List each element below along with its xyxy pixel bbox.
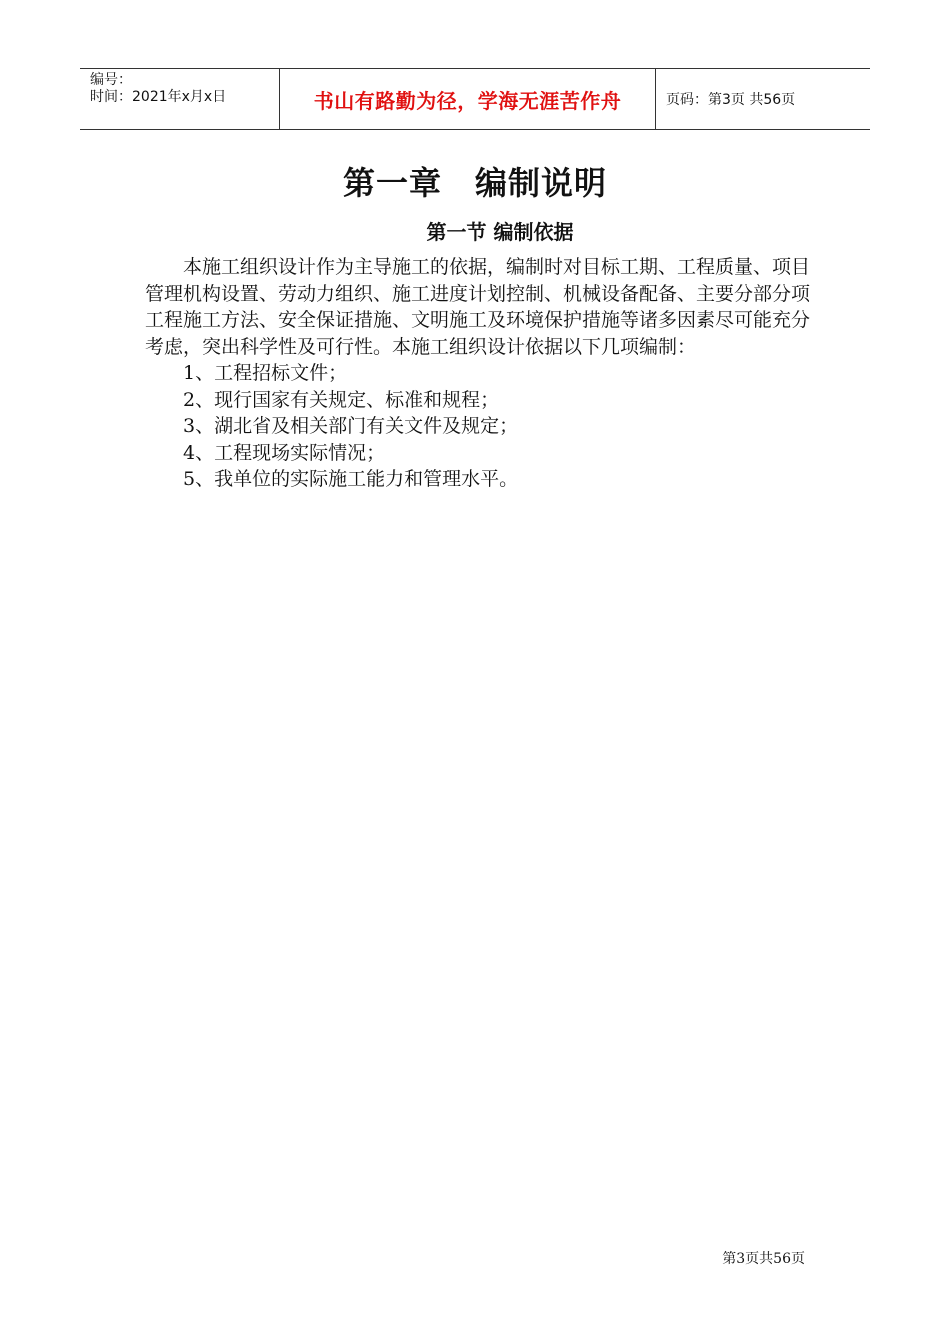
- section-title: 第一节 编制依据: [426, 220, 574, 244]
- list-item: 1、工程招标文件；: [183, 362, 348, 384]
- list-item: 5、我单位的实际施工能力和管理水平。: [183, 468, 519, 490]
- page-footer: 第3页共56页: [722, 1251, 805, 1267]
- intro-paragraph: 本施工组织设计作为主导施工的依据，编制时对目标工期、工程质量、项目管理机构设置、劳动力组织、施工进度计划控制、机械设备配备、主要分部分项工程施工方法、安全保证措施、文明施工及环境保护措施等诸多因素尽可能充分考虑，突出科学性及可行性。本施工组织设计依据以下几项编制：: [145, 256, 811, 358]
- document-number-label: 编号：: [90, 72, 132, 88]
- list-item: 4、工程现场实际情况；: [183, 441, 386, 464]
- document-date-label: 时间：2021年x月x日: [90, 89, 227, 105]
- chapter-title: 第一章 编制说明: [342, 164, 607, 202]
- document-body: [145, 254, 810, 493]
- header-page-info: 页码：第3页 共56页: [666, 92, 796, 108]
- list-item: 3、湖北省及相关部门有关文件及规定；: [183, 415, 519, 437]
- page-header: [80, 68, 870, 130]
- list-item: 2、现行国家有关规定、标准和规程；: [183, 388, 500, 411]
- header-motto: 书山有路勤为径，学海无涯苦作舟: [280, 69, 656, 129]
- header-meta: [80, 69, 280, 129]
